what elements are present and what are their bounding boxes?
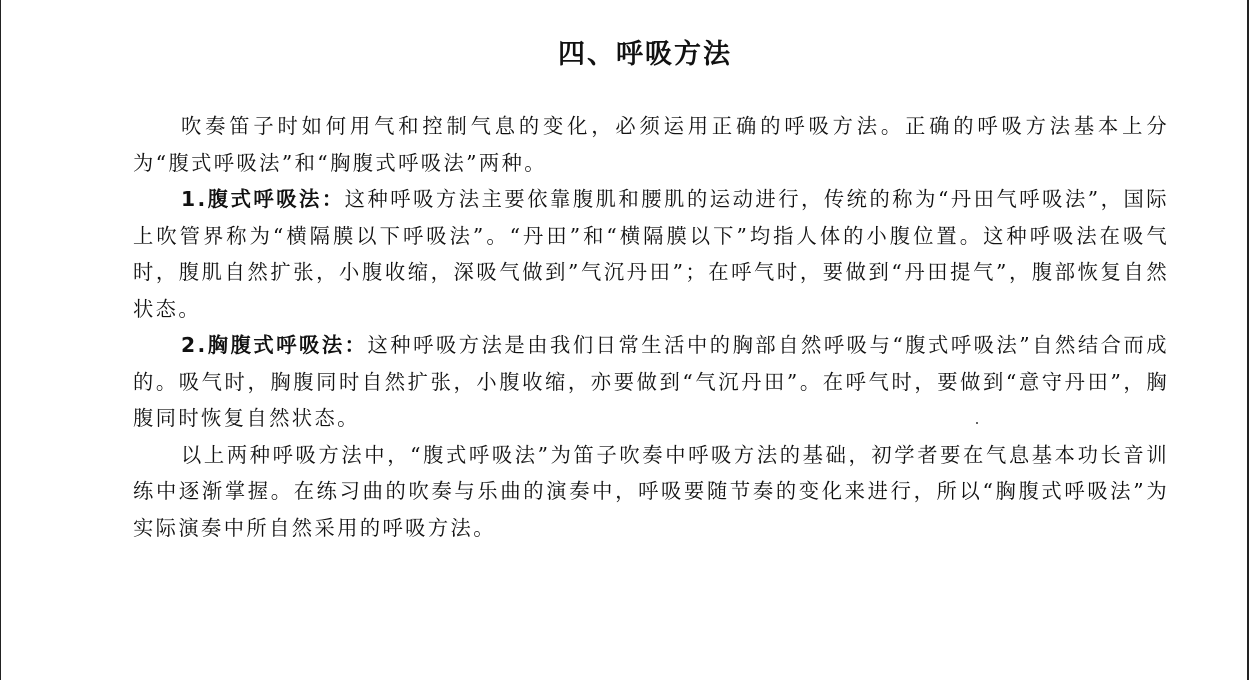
scan-speck — [976, 422, 978, 424]
paragraph-chest-abdominal-breathing — [133, 327, 1169, 437]
paragraph-conclusion — [133, 437, 1169, 547]
chest-abdominal-breathing-heading: 2.胸腹式呼吸法： — [181, 333, 368, 357]
page-edge-left — [0, 0, 1, 680]
section-title: 四、呼吸方法 — [558, 39, 732, 70]
abdominal-breathing-heading: 1.腹式呼吸法： — [181, 187, 345, 211]
paragraph-intro — [133, 108, 1169, 181]
paragraph-conclusion-text: 以上两种呼吸方法中，“腹式呼吸法”为笛子吹奏中呼吸方法的基础，初学者要在气息基本功长音训练中逐渐掌握。在练习曲的吹奏与乐曲的演奏中，呼吸要随节奏的变化来进行，所以“胸腹式呼吸法”为实际演奏中所自然采用的呼吸方法。 — [133, 442, 1169, 540]
abdominal-breathing-text: 这种呼吸方法主要依靠腹肌和腰肌的运动进行，传统的称为“丹田气呼吸法”，国际上吹管界称为“横隔膜以下呼吸法”。“丹田”和“横隔膜以下”均指人体的小腹位置。这种呼吸法在吸气时，腹肌自然扩张，小腹收缩，深吸气做到”气沉丹田”；在呼气时，要做到“丹田提气”，腹部恢复自然状态。 — [133, 187, 1169, 321]
paragraph-abdominal-breathing — [133, 181, 1169, 327]
body-text — [133, 108, 1169, 546]
paragraph-intro-text: 吹奏笛子时如何用气和控制气息的变化，必须运用正确的呼吸方法。正确的呼吸方法基本上分为“腹式呼吸法”和“胸腹式呼吸法”两种。 — [133, 114, 1169, 175]
chest-abdominal-breathing-text: 这种呼吸方法是由我们日常生活中的胸部自然呼吸与“腹式呼吸法”自然结合而成的。吸气时，胸腹同时自然扩张，小腹收缩，亦要做到“气沉丹田”。在呼气时，要做到“意守丹田”，胸腹同时恢复自然状态。 — [133, 333, 1169, 430]
